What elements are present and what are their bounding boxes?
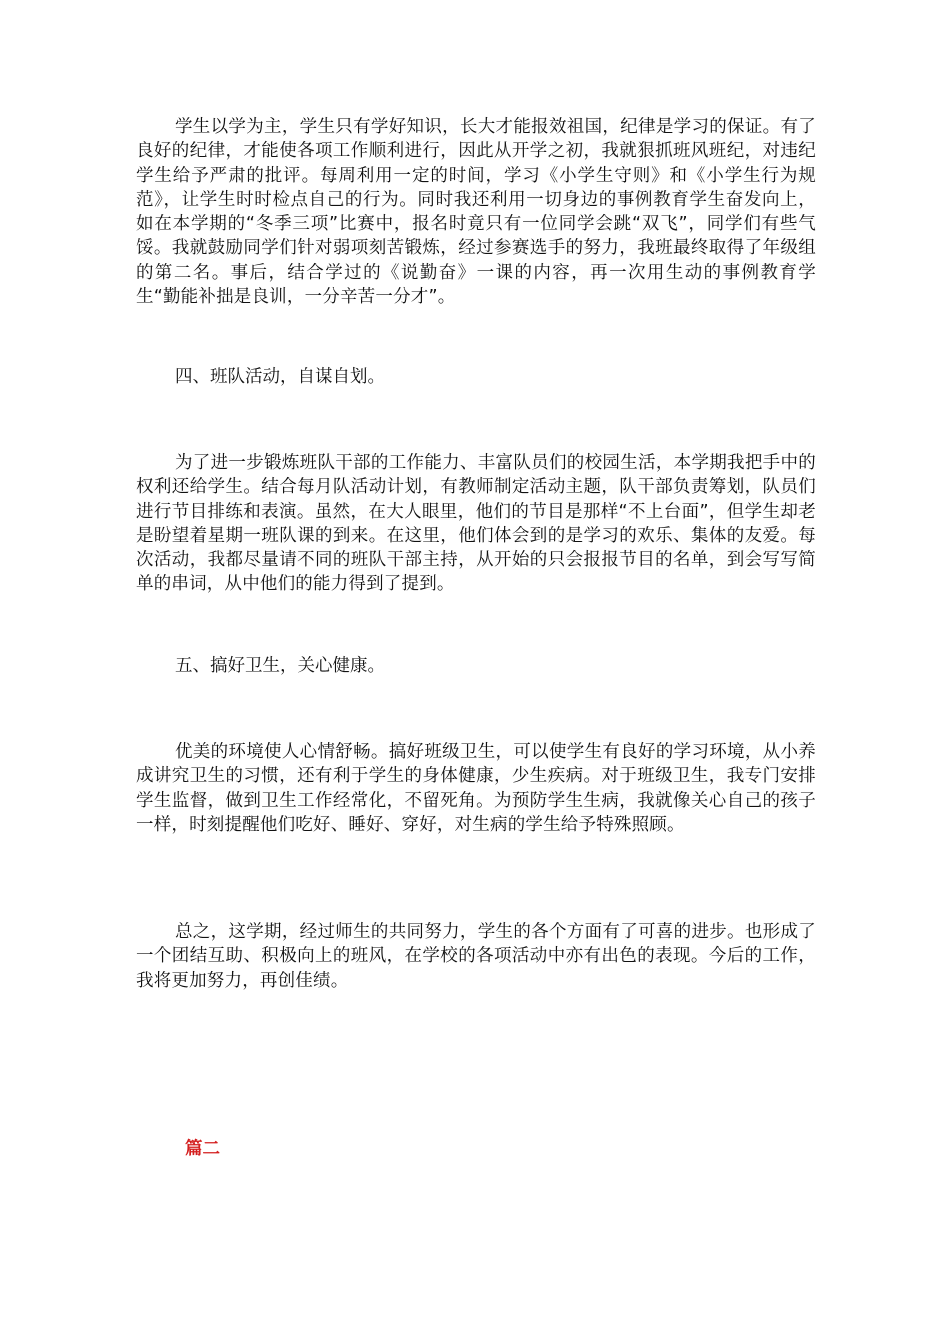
paragraph-hygiene: 优美的环境使人心情舒畅。搞好班级卫生，可以使学生有良好的学习环境，从小养成讲究卫生的习惯，还有利于学生的身体健康，少生疾病。对于班级卫生，我专门安排学生监督，做到卫生工作经常化，不留死角。为预防学生生病，我就像关心自己的孩子一样，时刻提醒他们吃好、睡好、穿好，对生病的学生给予特殊照顾。: [136, 742, 816, 835]
paragraph-discipline: 学生以学为主，学生只有学好知识，长大才能报效祖国，纪律是学习的保证。有了良好的纪律，才能使各项工作顺利进行，因此从开学之初，我就狠抓班风班纪，对违纪学生给予严肃的批评。每周利用一定的时间，学习《小学生守则》和《小学生行为规范》，让学生时时检点自己的行为。同时我还利用一切身边的事例教育学生奋发向上，如在本学期的“冬季三项”比赛中，报名时竟只有一位同学会跳“双飞”，同学们有些气馁。我就鼓励同学们针对弱项刻苦锻炼，经过参赛选手的努力，我班最终取得了年级组的第二名。事后，结合学过的《说勤奋》一课的内容，再一次用生动的事例教育学生“勤能补拙是良训，一分辛苦一分才”。: [136, 117, 816, 308]
heading-hygiene-health: 五、搞好卫生，关心健康。: [175, 656, 385, 676]
heading-class-activities: 四、班队活动，自谋自划。: [175, 367, 385, 387]
paragraph-summary: 总之，这学期，经过师生的共同努力，学生的各个方面有了可喜的进步。也形成了一个团结互助、积极向上的班风，在学校的各项活动中亦有出色的表现。今后的工作，我将更加努力，再创佳绩。: [136, 922, 816, 991]
section-title: 篇二: [185, 1139, 220, 1159]
paragraph-activities: 为了进一步锻炼班队干部的工作能力、丰富队员们的校园生活，本学期我把手中的权利还给学生。结合每月队活动计划，有教师制定活动主题，队干部负责筹划，队员们进行节目排练和表演。虽然，在大人眼里，他们的节目是那样“不上台面”，但学生却老是盼望着星期一班队课的到来。在这里，他们体会到的是学习的欢乐、集体的友爱。每次活动，我都尽量请不同的班队干部主持，从开始的只会报报节目的名单，到会写写简单的串词，从中他们的能力得到了提到。: [136, 453, 816, 595]
